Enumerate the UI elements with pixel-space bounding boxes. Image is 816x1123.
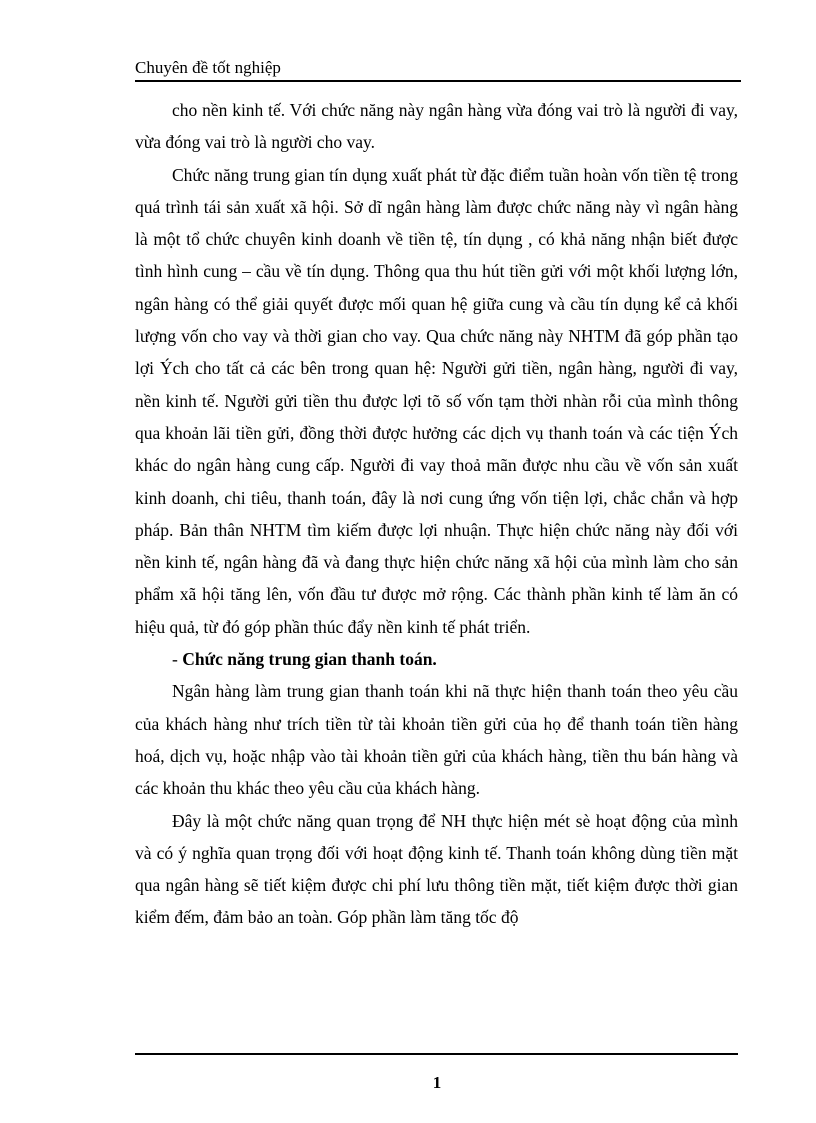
paragraph-4: Đây là một chức năng quan trọng để NH thực hiện mét sè hoạt động của mình và có ý nghĩa quan trọng đối với hoạt động kinh tế. Thanh toán không dùng tiền mặt qua ngân hàng sẽ tiết kiệm được chi phí lưu thông tiền mặt, tiết kiệm được thời gian kiểm đếm, đảm bảo an toàn. Góp phần làm tăng tốc độ (135, 810, 738, 928)
paragraph-2: Chức năng trung gian tín dụng xuất phát từ đặc điểm tuần hoàn vốn tiền tệ trong quá trình tái sản xuất xã hội. Sở dĩ ngân hàng làm được chức năng này vì ngân hàng là một tổ chức chuyên kinh doanh về tiền tệ, tín dụng , có khả năng nhận biết được tình hình cung – cầu về tín dụng. Thông qua thu hút tiền gửi với một khối lượng lớn, ngân hàng có thể giải quyết được mối quan hệ giữa cung và cầu tín dụng kể cả khối lượng vốn cho vay và thời gian cho vay. Qua chức năng này NHTM đã góp phần tạo lợi Ých cho tất cả các bên trong quan hệ: Người gửi tiền, ngân hàng, người đi vay, nền kinh tế. Người gửi tiền thu được lợi tõ số vốn tạm thời nhàn rỗi của mình thông qua khoản lãi tiền gửi, đồng thời được hưởng các dịch vụ thanh toán và các tiện Ých khác do ngân hàng cung cấp. Người đi vay thoả mãn được nhu cầu về vốn sản xuất kinh doanh, chi tiêu, thanh toán, đây là nơi cung ứng vốn tiện lợi, chắc chắn và hợp pháp. Bản thân NHTM tìm kiếm được lợi nhuận. Thực hiện chức năng này đối với nền kinh tế, ngân hàng đã và đang thực hiện chức năng xã hội của mình làm cho sản phẩm xã hội tăng lên, vốn đầu tư được mở rộng. Các thành phần kinh tế làm ăn có hiệu quả, từ đó góp phần thúc đẩy nền kinh tế phát triển. (135, 164, 738, 637)
section-dash: - (172, 649, 183, 670)
footer-rule (135, 1053, 738, 1055)
page-body (135, 94, 738, 934)
page-number: 1 (432, 1073, 442, 1092)
paragraph-1: cho nền kinh tế. Với chức năng này ngân hàng vừa đóng vai trò là người đi vay, vừa đóng vai trò là người cho vay. (135, 100, 738, 153)
header-rule (135, 80, 741, 82)
paragraph-3: Ngân hàng làm trung gian thanh toán khi nã thực hiện thanh toán theo yêu cầu của khách hàng như trích tiền từ tài khoản tiền gửi của họ để thanh toán tiền hàng hoá, dịch vụ, hoặc nhập vào tài khoản tiền gửi của khách hàng, tiền thu bán hàng và các khoản thu khác theo yêu cầu của khách hàng. (135, 681, 738, 799)
section-heading-line (135, 643, 738, 675)
section-heading: Chức năng trung gian thanh toán. (182, 649, 437, 670)
running-header: Chuyên đề tốt nghiệp (135, 58, 281, 77)
